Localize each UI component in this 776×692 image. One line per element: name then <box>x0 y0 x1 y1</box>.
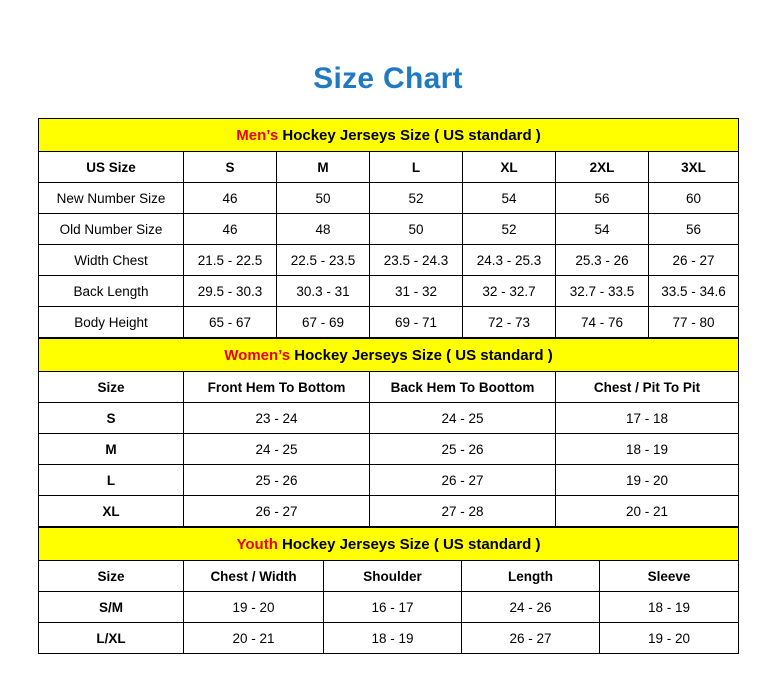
table-band-row <box>39 528 739 561</box>
womens-band-accent: Women’s <box>224 346 291 364</box>
table-row <box>39 307 739 338</box>
womens-r0-c3: 17 - 18 <box>556 403 739 434</box>
mens-r1-c4: 52 <box>463 214 556 245</box>
youth-r0-c3: 24 - 26 <box>462 592 600 623</box>
mens-r4-c6: 77 - 80 <box>649 307 739 338</box>
table-row <box>39 496 739 527</box>
womens-r3-c3: 20 - 21 <box>556 496 739 527</box>
youth-header-0: Size <box>39 561 184 592</box>
mens-r3-c1: 29.5 - 30.3 <box>184 276 277 307</box>
page-title: Size Chart <box>313 62 463 95</box>
womens-band-cell <box>39 339 739 372</box>
mens-r3-c5: 32.7 - 33.5 <box>556 276 649 307</box>
mens-band-accent: Men’s <box>236 126 279 144</box>
mens-r0-c6: 60 <box>649 183 739 214</box>
mens-r2-c4: 24.3 - 25.3 <box>463 245 556 276</box>
mens-r3-c4: 32 - 32.7 <box>463 276 556 307</box>
youth-r1-c0: L/XL <box>39 623 184 654</box>
womens-r3-c0: XL <box>39 496 184 527</box>
womens-r1-c0: M <box>39 434 184 465</box>
table-row <box>39 183 739 214</box>
table-header-row <box>39 561 739 592</box>
mens-r2-c6: 26 - 27 <box>649 245 739 276</box>
mens-r2-c1: 21.5 - 22.5 <box>184 245 277 276</box>
womens-header-1: Front Hem To Bottom <box>184 372 370 403</box>
mens-r3-c6: 33.5 - 34.6 <box>649 276 739 307</box>
mens-r1-c0: Old Number Size <box>39 214 184 245</box>
youth-header-2: Shoulder <box>324 561 462 592</box>
mens-r4-c4: 72 - 73 <box>463 307 556 338</box>
mens-header-4: XL <box>463 152 556 183</box>
womens-r1-c2: 25 - 26 <box>370 434 556 465</box>
youth-header-4: Sleeve <box>600 561 739 592</box>
mens-r2-c2: 22.5 - 23.5 <box>277 245 370 276</box>
youth-size-table <box>38 527 739 654</box>
mens-band-rest: Hockey Jerseys Size ( US standard ) <box>278 126 541 144</box>
womens-header-3: Chest / Pit To Pit <box>556 372 739 403</box>
mens-r1-c2: 48 <box>277 214 370 245</box>
mens-r2-c0: Width Chest <box>39 245 184 276</box>
mens-r1-c5: 54 <box>556 214 649 245</box>
mens-header-0: US Size <box>39 152 184 183</box>
table-header-row <box>39 152 739 183</box>
mens-r1-c6: 56 <box>649 214 739 245</box>
youth-r0-c2: 16 - 17 <box>324 592 462 623</box>
table-row <box>39 465 739 496</box>
table-band-row <box>39 339 739 372</box>
youth-band-cell <box>39 528 739 561</box>
mens-r3-c3: 31 - 32 <box>370 276 463 307</box>
mens-r0-c2: 50 <box>277 183 370 214</box>
womens-r0-c1: 23 - 24 <box>184 403 370 434</box>
womens-r3-c2: 27 - 28 <box>370 496 556 527</box>
womens-band-rest: Hockey Jerseys Size ( US standard ) <box>290 346 553 364</box>
table-row <box>39 276 739 307</box>
mens-r2-c5: 25.3 - 26 <box>556 245 649 276</box>
youth-r0-c1: 19 - 20 <box>184 592 324 623</box>
womens-r1-c1: 24 - 25 <box>184 434 370 465</box>
table-row <box>39 403 739 434</box>
table-row <box>39 245 739 276</box>
mens-r4-c2: 67 - 69 <box>277 307 370 338</box>
mens-header-5: 2XL <box>556 152 649 183</box>
youth-r1-c2: 18 - 19 <box>324 623 462 654</box>
mens-header-1: S <box>184 152 277 183</box>
table-row <box>39 214 739 245</box>
womens-r0-c2: 24 - 25 <box>370 403 556 434</box>
womens-header-0: Size <box>39 372 184 403</box>
mens-r4-c0: Body Height <box>39 307 184 338</box>
mens-r4-c3: 69 - 71 <box>370 307 463 338</box>
mens-band-cell <box>39 119 739 152</box>
mens-r1-c3: 50 <box>370 214 463 245</box>
table-row <box>39 434 739 465</box>
mens-r4-c1: 65 - 67 <box>184 307 277 338</box>
mens-header-2: M <box>277 152 370 183</box>
youth-header-3: Length <box>462 561 600 592</box>
size-chart-tables <box>38 118 738 654</box>
table-row <box>39 592 739 623</box>
mens-size-table <box>38 118 739 338</box>
mens-header-3: L <box>370 152 463 183</box>
mens-header-6: 3XL <box>649 152 739 183</box>
youth-r1-c4: 19 - 20 <box>600 623 739 654</box>
mens-r2-c3: 23.5 - 24.3 <box>370 245 463 276</box>
mens-r0-c1: 46 <box>184 183 277 214</box>
youth-r1-c1: 20 - 21 <box>184 623 324 654</box>
womens-size-table <box>38 338 739 527</box>
womens-r0-c0: S <box>39 403 184 434</box>
mens-r1-c1: 46 <box>184 214 277 245</box>
womens-r3-c1: 26 - 27 <box>184 496 370 527</box>
mens-r0-c4: 54 <box>463 183 556 214</box>
youth-r0-c4: 18 - 19 <box>600 592 739 623</box>
youth-band-accent: Youth <box>236 535 278 553</box>
table-header-row <box>39 372 739 403</box>
mens-r3-c2: 30.3 - 31 <box>277 276 370 307</box>
table-band-row <box>39 119 739 152</box>
mens-r0-c3: 52 <box>370 183 463 214</box>
womens-r2-c3: 19 - 20 <box>556 465 739 496</box>
youth-header-1: Chest / Width <box>184 561 324 592</box>
womens-r1-c3: 18 - 19 <box>556 434 739 465</box>
mens-r0-c0: New Number Size <box>39 183 184 214</box>
mens-r0-c5: 56 <box>556 183 649 214</box>
youth-r0-c0: S/M <box>39 592 184 623</box>
mens-r4-c5: 74 - 76 <box>556 307 649 338</box>
womens-r2-c1: 25 - 26 <box>184 465 370 496</box>
womens-header-2: Back Hem To Boottom <box>370 372 556 403</box>
table-row <box>39 623 739 654</box>
womens-r2-c0: L <box>39 465 184 496</box>
womens-r2-c2: 26 - 27 <box>370 465 556 496</box>
youth-band-rest: Hockey Jerseys Size ( US standard ) <box>277 535 541 553</box>
youth-r1-c3: 26 - 27 <box>462 623 600 654</box>
mens-r3-c0: Back Length <box>39 276 184 307</box>
